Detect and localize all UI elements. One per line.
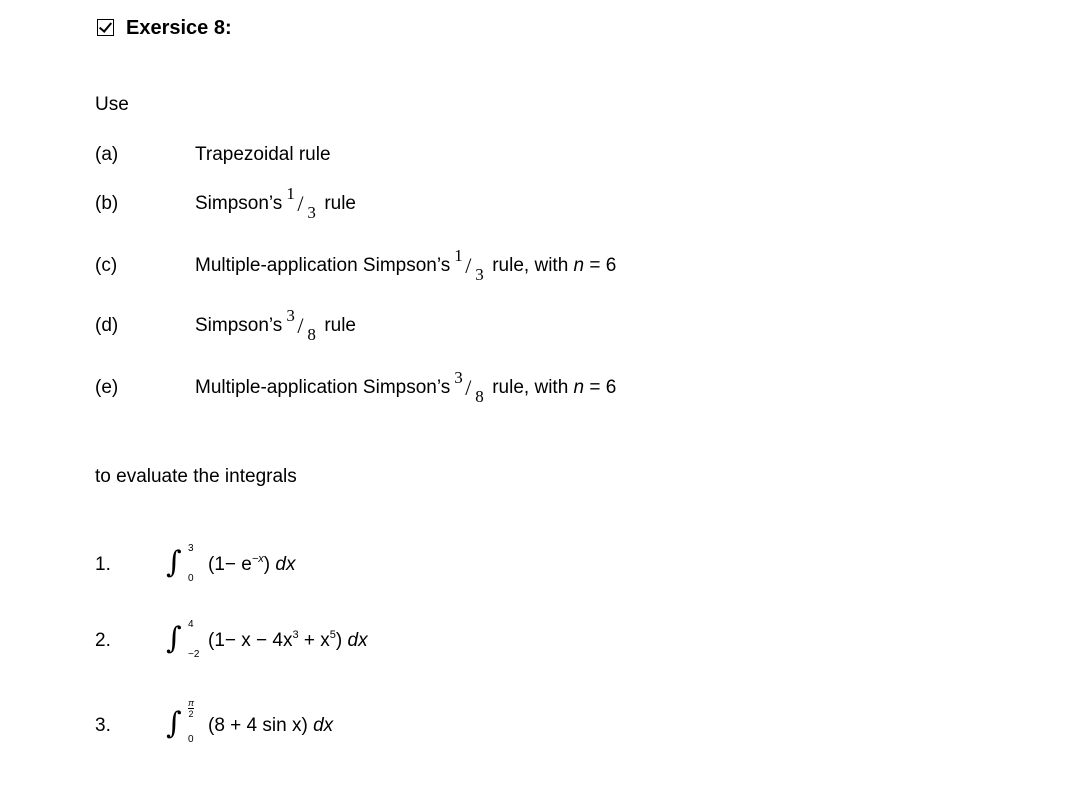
method-text: Trapezoidal rule <box>195 144 331 165</box>
fraction-slash: / <box>297 191 304 216</box>
fraction-slash: / <box>465 253 472 278</box>
upper-limit <box>188 698 194 719</box>
upper-limit: 4 <box>188 619 194 630</box>
method-name: Multiple-application Simpson’s <box>195 255 451 277</box>
method-after: rule, with <box>492 377 569 399</box>
variable: n <box>573 255 585 277</box>
method-label: (a) <box>95 144 119 165</box>
integral-sign-icon: ∫ <box>166 621 182 656</box>
fraction <box>454 246 486 284</box>
method-label: (b) <box>95 193 119 214</box>
upper-denominator: 2 <box>188 709 194 719</box>
integral-sign-icon: ∫ <box>166 545 182 580</box>
exponent: −x <box>251 553 264 565</box>
method-text <box>195 368 617 406</box>
method-text <box>195 306 356 344</box>
exponent: 5 <box>329 629 336 641</box>
term: (1− e <box>208 554 252 575</box>
method-after: rule <box>324 193 356 215</box>
term: (8 + 4 sin x) <box>208 715 314 736</box>
method-after: rule <box>324 315 356 337</box>
method-label: (e) <box>95 377 119 398</box>
fraction-slash: / <box>297 313 304 338</box>
term: + x <box>298 630 330 651</box>
integral-label: 1. <box>95 554 111 575</box>
checkbox-icon <box>97 19 114 36</box>
lower-limit: 0 <box>188 573 194 584</box>
upper-limit: 3 <box>188 543 194 554</box>
method-text <box>195 246 617 284</box>
fraction-slash: / <box>465 375 472 400</box>
differential: dx <box>313 715 334 736</box>
numerator: 3 <box>286 306 295 325</box>
term: (1− x − 4x <box>208 630 293 651</box>
method-name: Simpson’s <box>195 193 283 215</box>
numerator: 1 <box>454 246 463 265</box>
value: = 6 <box>589 377 617 399</box>
fraction <box>454 368 486 406</box>
method-after: rule, with <box>492 255 569 277</box>
exercise-title <box>97 16 232 40</box>
exponent: 3 <box>292 629 299 641</box>
fraction <box>286 306 318 344</box>
method-name: Simpson’s <box>195 315 283 337</box>
method-label: (d) <box>95 315 119 336</box>
value: = 6 <box>589 255 617 277</box>
outro-text: to evaluate the integrals <box>95 466 297 487</box>
term: ) <box>263 554 276 575</box>
method-name: Multiple-application Simpson’s <box>195 377 451 399</box>
denominator: 8 <box>307 325 316 344</box>
integral-label: 2. <box>95 630 111 651</box>
denominator: 3 <box>475 265 484 284</box>
method-label: (c) <box>95 255 118 276</box>
lower-limit: −2 <box>188 649 200 660</box>
upper-numerator: π <box>188 698 195 708</box>
method-text <box>195 184 356 222</box>
numerator: 3 <box>454 368 463 387</box>
numerator: 1 <box>286 184 295 203</box>
differential: dx <box>347 630 368 651</box>
integrand <box>208 553 295 577</box>
integral-sign-icon: ∫ <box>166 706 182 741</box>
term: ) <box>335 630 348 651</box>
title-text: Exersice 8: <box>126 17 232 39</box>
variable: n <box>573 377 585 399</box>
differential: dx <box>275 554 296 575</box>
lower-limit: 0 <box>188 734 194 745</box>
denominator: 3 <box>307 203 316 222</box>
integrand <box>208 629 368 653</box>
fraction <box>286 184 318 222</box>
denominator: 8 <box>475 387 484 406</box>
integrand <box>208 714 333 738</box>
intro-text: Use <box>95 94 129 115</box>
integral-label: 3. <box>95 715 111 736</box>
